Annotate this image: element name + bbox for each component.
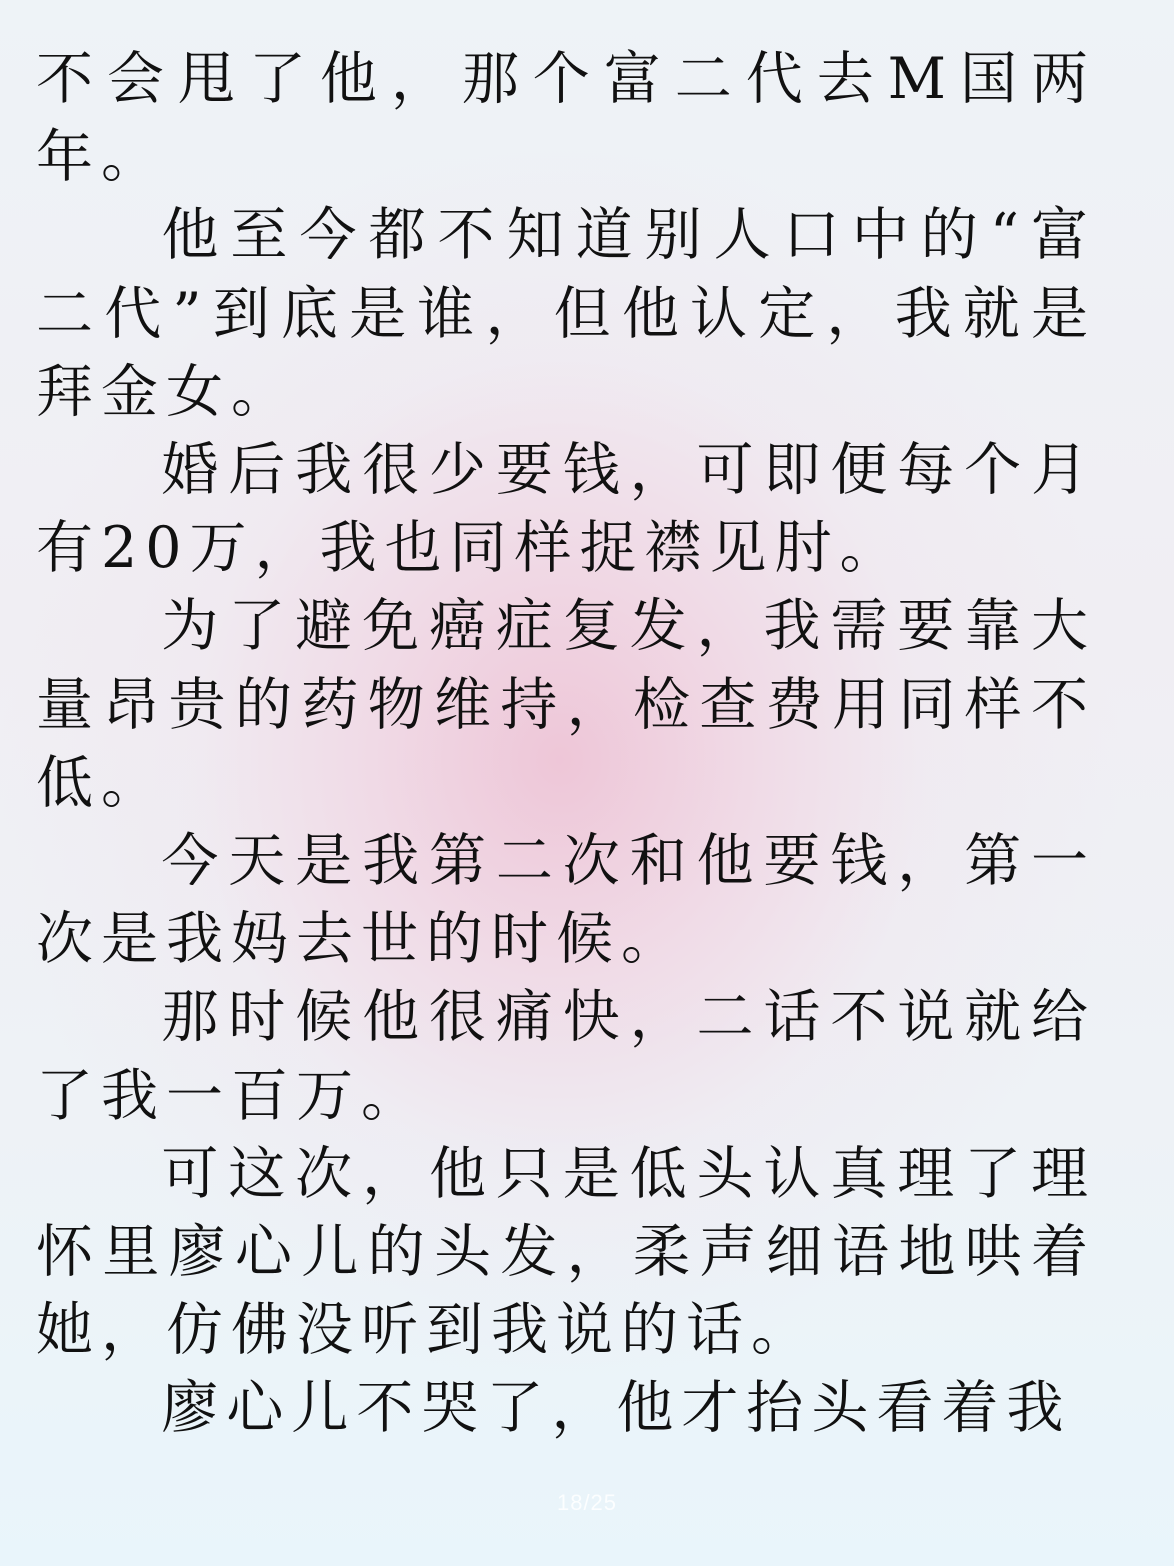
paragraph: 为了避免癌症复发，我需要靠大量昂贵的药物维持，检查费用同样不低。 [36,593,1096,816]
paragraph: 不会甩了他，那个富二代去M国两年。 [36,46,1096,191]
paragraph: 那时候他很痛快，二话不说就给了我一百万。 [36,984,1096,1129]
story-text [36,40,1096,1448]
paragraph: 今天是我第二次和他要钱，第一次是我妈去世的时候。 [36,828,1096,973]
page-indicator: 18/25 [556,1490,618,1515]
paragraph: 廖心儿不哭了，他才抬头看着我 [161,1375,1072,1442]
paragraph: 可这次，他只是低头认真理了理怀里廖心儿的头发，柔声细语地哄着她，仿佛没听到我说的话。 [36,1140,1096,1364]
paragraph: 他至今都不知道别人口中的“富二代”到底是谁，但他认定，我就是拜金女。 [36,202,1096,425]
paragraph: 婚后我很少要钱，可即便每个月有20万，我也同样捉襟见肘。 [36,437,1096,582]
